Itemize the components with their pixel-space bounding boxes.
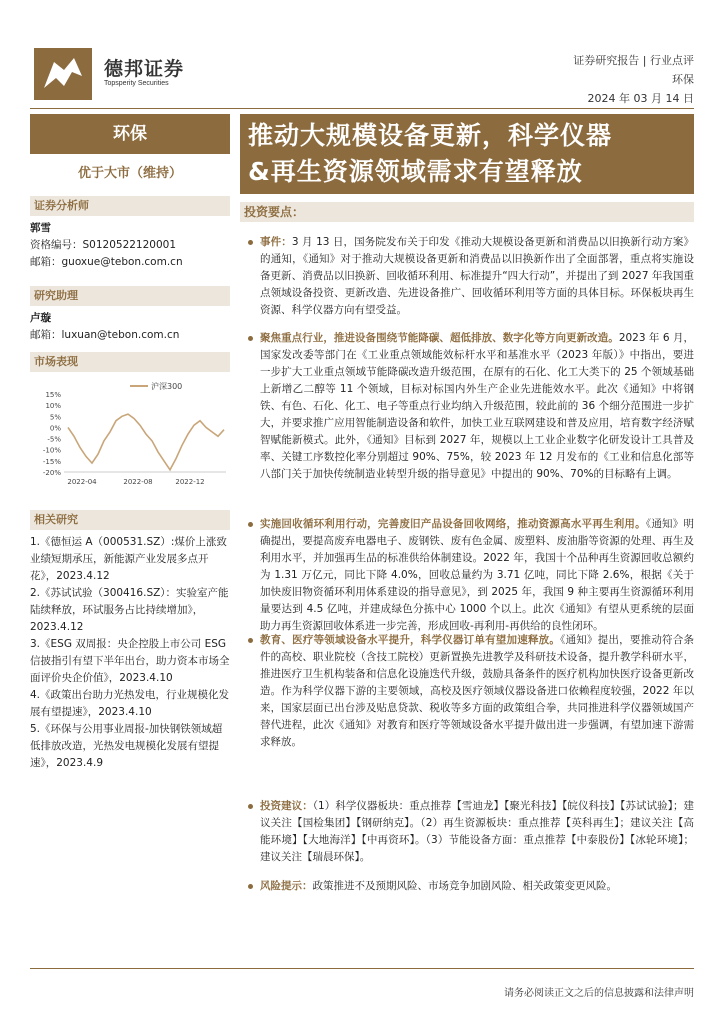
paragraph-key-industries — [248, 330, 694, 483]
title-line-1: 推动大规模设备更新，科学仪器 — [248, 121, 613, 150]
y-tick-label: 10% — [45, 402, 61, 411]
analyst-email[interactable]: 邮箱：guoxue@tebon.com.cn — [30, 256, 183, 268]
analyst-head: 证券分析师 — [30, 196, 230, 216]
related-item[interactable]: 1.《德恒运 A（000531.SZ）:煤价上涨致业绩短期承压，新能源产业发展多点开花》，2023.4.12 — [30, 536, 227, 582]
paragraph-event — [248, 234, 694, 319]
company-name: 德邦证券 — [104, 58, 185, 80]
paragraph-lead: 事件： — [260, 236, 292, 248]
y-tick-label: 15% — [45, 391, 61, 399]
y-tick-label: -5% — [47, 435, 61, 444]
assistant-info — [30, 310, 230, 344]
sector-box: 环保 — [30, 114, 230, 154]
x-tick-label: 2022-12 — [175, 478, 205, 486]
paragraph-instruments — [248, 632, 694, 751]
report-title — [240, 114, 694, 194]
paragraph-body: 3 月 13 日，国务院发布关于印发《推动大规模设备更新和消费品以旧换新行动方案》的通知，《通知》对于推动大规模设备更新和消费品以旧换新作出了全面部署，重点将实施设备更新、消费品以旧换新、回收循环利用、标准提升“四大行动”，并提出了到 2027 年我国重点领域设备投资、更新改造、先进设备推广、回收循环利用等方面的具体目标。环保板块再生资源、科学仪器方向有望受益。 — [260, 236, 694, 316]
rating: 优于大市（维持） — [77, 166, 182, 181]
assistant-email[interactable]: 邮箱：luxuan@tebon.com.cn — [30, 329, 180, 341]
x-tick-label: 2022-08 — [123, 478, 153, 486]
bullet-icon — [248, 336, 253, 341]
bullet-icon — [248, 638, 253, 643]
report-date: 2024 年 03 月 14 日 — [587, 92, 694, 105]
paragraph-body: 《通知》明确提出，要提高废弃电器电子、废钢铁、废有色金属、废塑料、废油脂等资源的处理、再生及利用水平，并加强再生品的标准供给体制建设。2022 年，我国十个品种再生资源回收总额约为 1.31 万亿元，同比下降 4.0%，回收总量约为 3.71 亿吨，同比下降 2.6%，根据《关于加快废旧物资循环利用体系建设的指导意见》，到 2025 年，我国 9 种主要再生资源循环利用量要达到 4.5 亿吨，并建成绿色分拣中心 1000 个以上。此次《通知》有望从更系统的层面助力再生资源回收体系进一步完善，形成回收-再利用-再供给的良性闭环。 — [260, 518, 694, 632]
paragraph-investment-advice — [248, 798, 694, 866]
paragraph-body: 2023 年 6 月，国家发改委等部门在《工业重点领域能效标杆水平和基准水平（2023 年版）》中指出，要进一步扩大工业重点领域节能降碳改造升级范围，在原有的石化、化工大类下的 25 个领域基础上新增乙二醇等 11 个领域，目标对标国内外生产企业先进能效水平。此次《通知》中将钢铁、有色、石化、化工、电子等重点行业均纳入升级范围，较此前的 36 个细分范围进一步扩大，并要求推广应用智能制造设备和软件，加快工业互联网建设和普及应用，培育数字经济赋智赋能新模式。此外，《通知》目标到 2027 年，规模以上工业企业数字化研发设计工具普及率、关键工序数控化率分别超过 90%、75%，较 2023 年 12 月发布的《工业和信息化部等八部门关于加快传统制造业转型升级的指导意见》中提出的 90%、70%的目标略有上调。 — [260, 332, 694, 480]
footer-divider — [30, 968, 694, 969]
market-head: 市场表现 — [30, 352, 230, 372]
x-tick-label: 2022-04 — [67, 478, 97, 486]
paragraph-lead: 风险提示： — [260, 880, 313, 892]
analyst-info — [30, 220, 230, 271]
paragraph-body: 政策推进不及预期风险、市场竞争加剧风险、相关政策变更风险。 — [312, 880, 617, 892]
related-item[interactable]: 2.《苏试试验（300416.SZ）：实验室产能陆续释放，环试服务占比持续增加》，2023.4.12 — [30, 587, 229, 633]
analyst-name: 郭雪 — [30, 222, 51, 234]
y-tick-label: -10% — [42, 446, 61, 455]
bullet-icon — [248, 240, 253, 245]
title-line-2: &再生资源领域需求有望释放 — [248, 157, 583, 186]
company-logo — [34, 48, 194, 100]
section-head-investment: 投资要点： — [240, 202, 694, 222]
paragraph-body: （1）科学仪器板块：重点推荐【雪迪龙】【聚光科技】【皖仪科技】【苏试试验】；建议关注【国检集团】【钢研纳克】。（2）再生资源板块：重点推荐【英科再生】；建议关注【高能环境】【大地海洋】【中再资环】。（3）节能设备方面：重点推荐【中泰股份】【冰轮环境】；建议关注【瑞晨环保】。 — [260, 800, 695, 863]
bullet-icon — [248, 884, 253, 889]
logo-mark-icon — [34, 48, 92, 100]
paragraph-recycling — [248, 516, 694, 635]
bullet-icon — [248, 804, 253, 809]
report-type: 证券研究报告 | 行业点评 — [573, 54, 694, 67]
related-head: 相关研究 — [30, 510, 230, 530]
header-divider — [30, 108, 694, 109]
paragraph-lead: 实施回收循环利用行动，完善废旧产品设备回收网络，推动资源高水平再生利用。 — [260, 518, 646, 530]
footer-disclaimer: 请务必阅读正文之后的信息披露和法律声明 — [504, 988, 694, 999]
related-list — [30, 534, 230, 772]
y-tick-label: -15% — [42, 457, 61, 466]
paragraph-lead: 投资建议： — [260, 800, 313, 812]
y-tick-label: 0% — [49, 424, 61, 433]
paragraph-risk — [248, 878, 694, 895]
y-tick-label: 5% — [49, 413, 61, 422]
paragraph-lead: 聚焦重点行业，推进设备围绕节能降碳、超低排放、数字化等方向更新改造。 — [260, 332, 619, 344]
series-line-hs300 — [68, 414, 224, 470]
market-chart — [30, 378, 230, 494]
legend-label: 沪深300 — [151, 382, 183, 391]
related-item[interactable]: 5.《环保与公用事业周报-加快钢铁领域超低排放改造，光热发电规模化发展有望提速》，2023.4.9 — [30, 723, 223, 769]
analyst-cert: 资格编号：S0120522120001 — [30, 239, 177, 251]
paragraph-body: 《通知》提出，要推动符合条件的高校、职业院校（含技工院校）更新置换先进教学及科研技术设备，提升教学科研水平，推进医疗卫生机构装备和信息化设施迭代升级，鼓励具备条件的医疗机构加快医疗设备更新改造。作为科学仪器下游的主要领域，高校及医疗领域仪器设备进口依赖程度较强，2022 年以来，国家层面已出台涉及贴息贷款、税收等多方面的政策组合拳，共同推进科学仪器领域国产替代进程，此次《通知》对教育和医疗等领域设备水平提升做出进一步强调，有望加速下游需求释放。 — [260, 634, 694, 748]
company-name-en: Topsperity Securities — [104, 80, 169, 87]
paragraph-lead: 教育、医疗等领域设备水平提升，科学仪器订单有望加速释放。 — [260, 634, 561, 646]
report-industry: 环保 — [672, 73, 694, 86]
assistant-name: 卢璇 — [30, 312, 51, 324]
assistant-head: 研究助理 — [30, 286, 230, 306]
related-item[interactable]: 3.《ESG 双周报：央企控股上市公司 ESG 信披指引有望下半年出台，助力资本市场全面评价央企价值》，2023.4.10 — [30, 638, 230, 684]
y-tick-label: -20% — [42, 469, 61, 477]
bullet-icon — [248, 522, 253, 527]
related-item[interactable]: 4.《政策出台助力光热发电，行业规模化发展有望提速》，2023.4.10 — [30, 689, 230, 718]
